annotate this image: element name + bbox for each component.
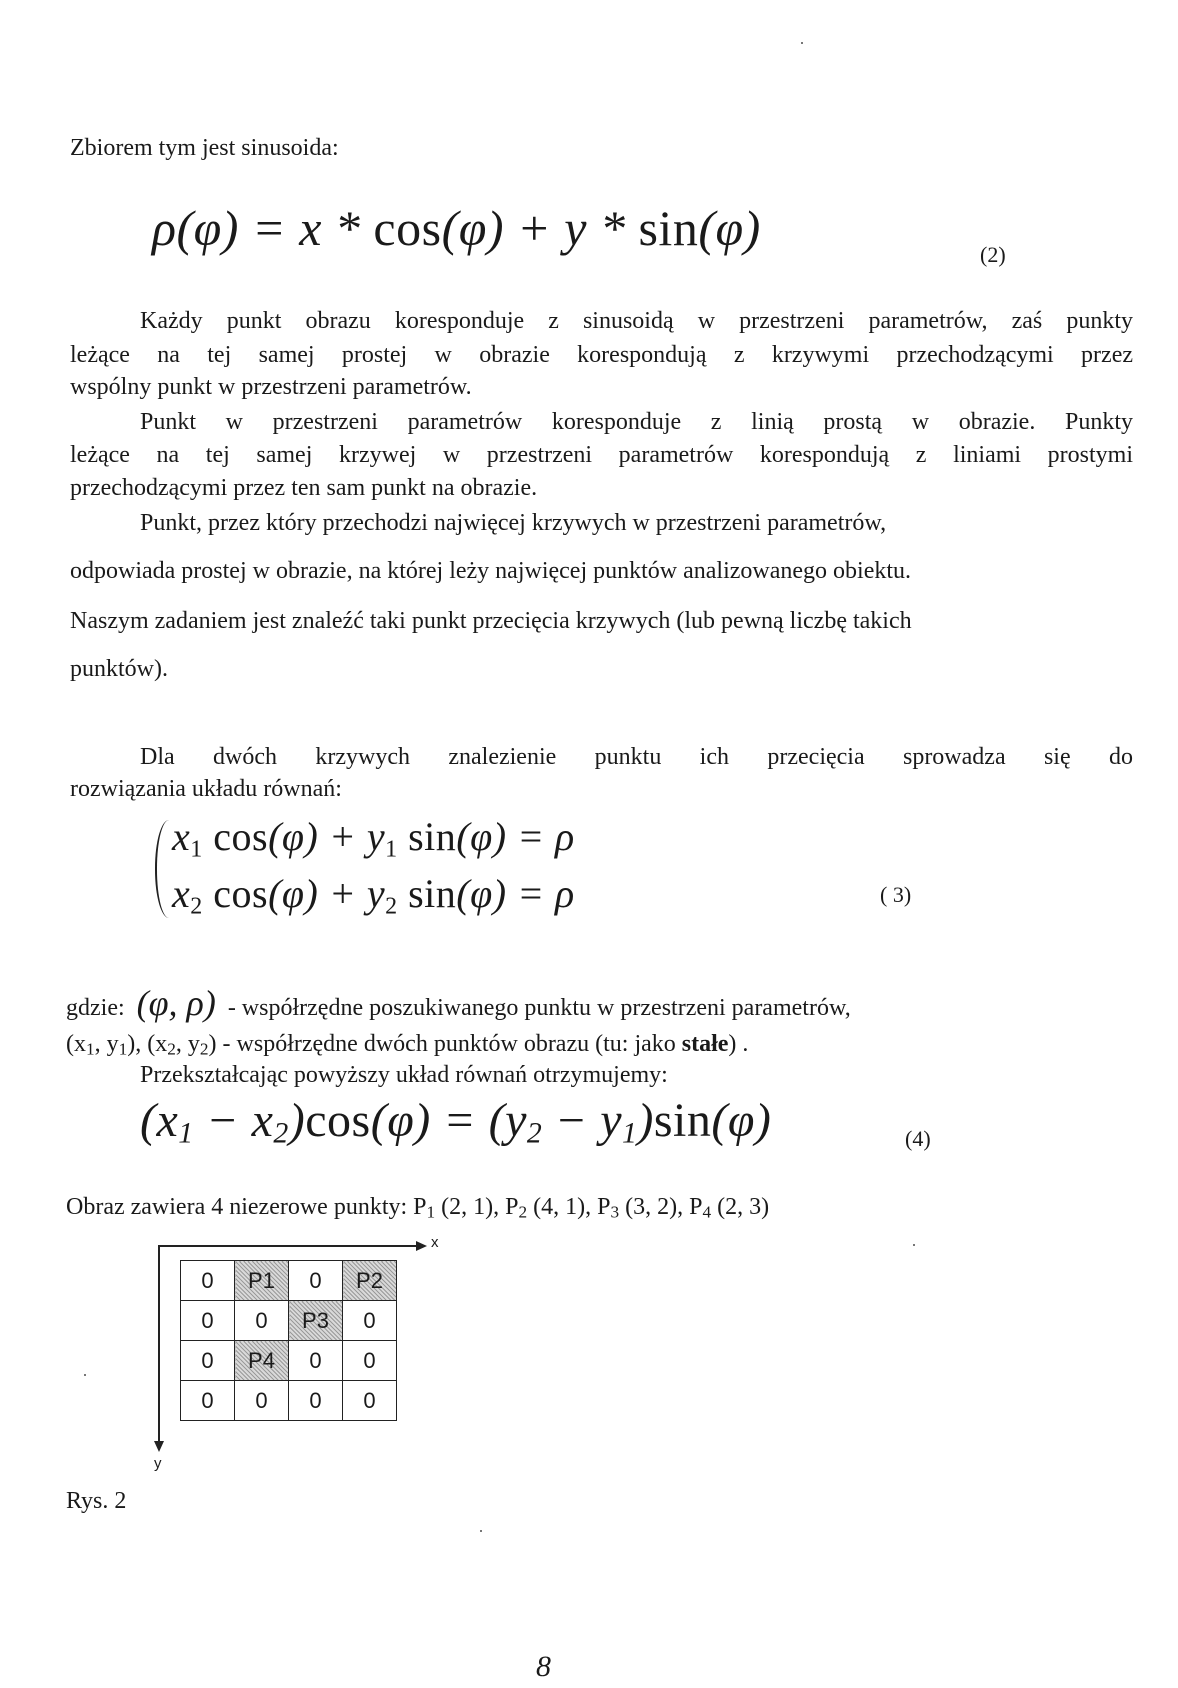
equation-2: ρ(φ) = x * cos(φ) + y * sin(φ) [152,200,761,256]
paragraph-3-line-2: odpowiada prostej w obrazie, na której leży najwięcej punktów analizowanego obiektu. [70,558,912,584]
grid-cell-highlighted: P3 [289,1301,343,1341]
grid-cell: 0 [343,1381,397,1421]
grid-cell: 0 [343,1341,397,1381]
page-number: 8 [536,1650,551,1683]
grid-cell: 0 [235,1301,289,1341]
scan-speck [84,1374,86,1376]
paragraph-1-line-1: Każdy punkt obrazu koresponduje z sinusoidą w przestrzeni parametrów, zaś punkty [140,308,1133,334]
equation-4-number: (4) [905,1126,931,1151]
system-brace [155,820,171,918]
grid-cell: 0 [289,1381,343,1421]
where-desc-2-pre: - współrzędne dwóch punktów obrazu (tu: jako [222,1031,682,1057]
equation-3-line-2: $x_2$ $\cos(\varphi) + y_2$ sin(φ) = ρ [172,871,575,920]
paragraph-1-line-3: wspólny punkt w przestrzeni parametrów. [70,374,472,400]
paragraph-2-line-3: przechodzącymi przez ten sam punkt na obrazie. [70,475,538,501]
grid-cell-highlighted: P1 [235,1261,289,1301]
equation-2-number: (2) [980,242,1006,267]
paragraph-4-line-1: Dla dwóch krzywych znalezienie punktu ich przecięcia sprowadza się do [140,744,1133,770]
grid-cell: 0 [289,1341,343,1381]
paragraph-3-line-1: Punkt, przez który przechodzi najwięcej krzywych w przestrzeni parametrów, [140,510,887,536]
y-axis-label: y [154,1455,162,1472]
y-axis-line [158,1245,160,1443]
transform-text: Przekształcając powyższy układ równań otrzymujemy: [140,1062,668,1088]
figure-caption: Rys. 2 [66,1488,127,1514]
paragraph-4-line-2: rozwiązania układu równań: [70,776,342,802]
intro-text: Zbiorem tym jest sinusoida: [70,135,339,161]
pixel-grid [180,1260,397,1421]
equation-3-number: ( 3) [880,882,912,907]
where-desc-1: - współrzędne poszukiwanego punktu w przestrzeni parametrów, [227,995,851,1021]
grid-cell-highlighted: P4 [235,1341,289,1381]
where-line-1 [66,983,851,1025]
grid-cell: 0 [181,1261,235,1301]
where-desc-2-post: ) . [728,1031,749,1057]
x-axis-label: x [431,1234,439,1251]
paragraph-3-line-4: punktów). [70,656,168,682]
x-axis-line [158,1245,418,1247]
grid-cell: 0 [181,1341,235,1381]
grid-row [181,1301,397,1341]
grid-cell: 0 [181,1381,235,1421]
grid-row [181,1341,397,1381]
paragraph-2-line-2: leżące na tej samej krzywej w przestrzeni parametrów korespondują z liniami prostymi [70,442,1133,468]
equation-4: (x1 − x2)cos(φ) = (y2 − y1)sin(φ) [140,1094,772,1150]
equation-3-line-1: $x_1$ $\cos(\varphi) + y_1$ sin(φ) = ρ [172,814,575,863]
points-line [66,1190,769,1229]
paragraph-2-line-1: Punkt w przestrzeni parametrów koresponduje z linią prostą w obrazie. Punkty [140,409,1133,435]
grid-row [181,1381,397,1421]
scan-speck [480,1530,482,1532]
paragraph-3-line-3: Naszym zadaniem jest znaleźć taki punkt przecięcia krzywych (lub pewną liczbę takich [70,608,912,634]
points-text: Obraz zawiera 4 niezerowe punkty: [66,1194,408,1220]
point-pair-coords: (x1, y1), (x2, y2) [66,1031,223,1059]
paragraph-1-line-2: leżące na tej samej prostej w obrazie korespondują z krzywymi przechodzącymi przez [70,342,1133,368]
points-list: P1 (2, 1), P2 (4, 1), P3 (3, 2), P4 (2, 3) [413,1194,770,1222]
y-axis-arrow [154,1441,164,1452]
where-lead: gdzie: [66,995,125,1021]
scan-speck [801,42,803,44]
grid-cell-highlighted: P2 [343,1261,397,1301]
scan-speck [913,1244,915,1246]
grid-row [181,1261,397,1301]
x-axis-arrow [416,1241,427,1251]
where-desc-2-bold: stałe [681,1031,729,1057]
grid-cell: 0 [289,1261,343,1301]
grid-cell: 0 [181,1301,235,1341]
phi-rho-pair: (φ, ρ) [136,983,216,1023]
grid-cell: 0 [235,1381,289,1421]
grid-cell: 0 [343,1301,397,1341]
